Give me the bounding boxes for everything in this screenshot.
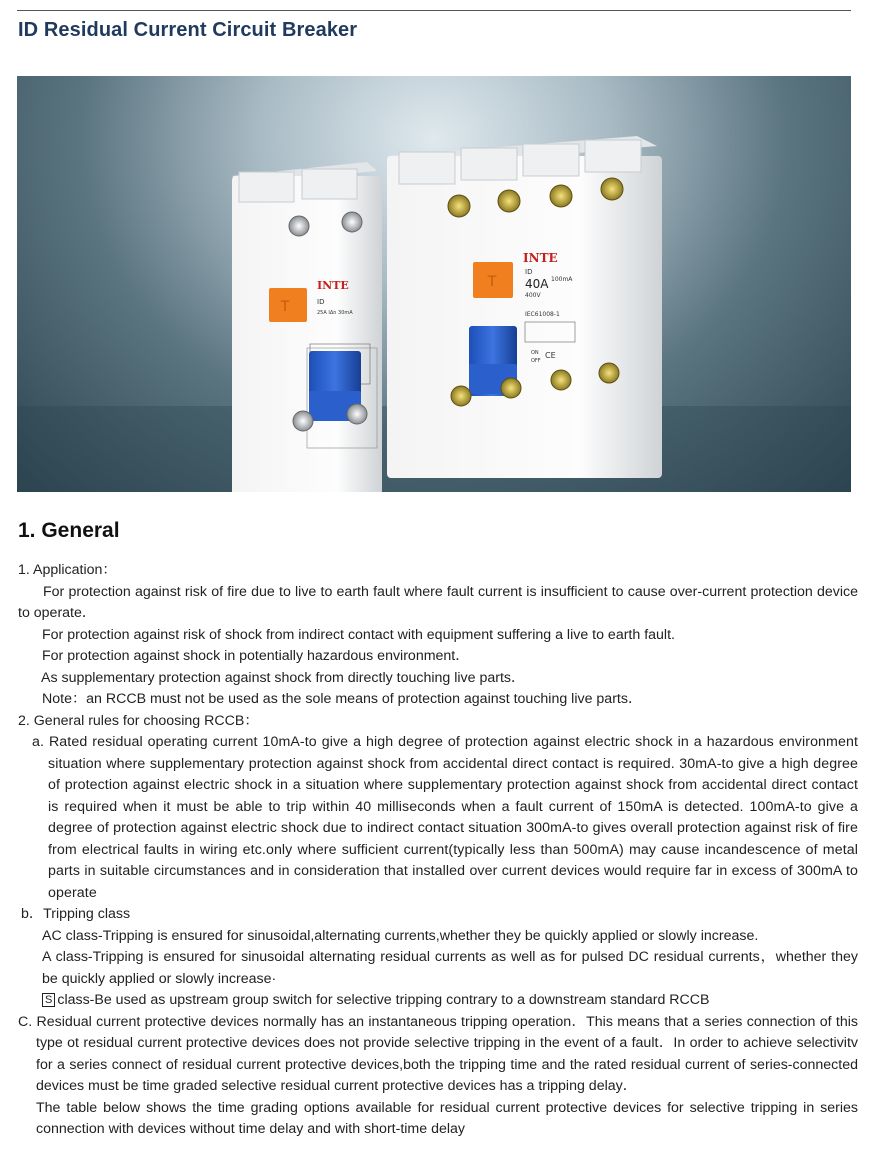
application-heading: 1. Application：	[18, 562, 117, 578]
rule-b-ac-class: AC class-Tripping is ensured for sinusoidal,alternating currents,whether they be quickly applied or slowly increase.	[42, 927, 759, 944]
top-divider	[17, 10, 851, 11]
page-title: ID Residual Current Circuit Breaker	[18, 19, 358, 41]
rule-b-a-class: A class-Tripping is ensured for sinusoidal alternating residual currents as well as for pulsed DC residual currents，whether they be quickly applied or slowly increase·	[42, 949, 858, 987]
right-brand-logo: INTE	[523, 251, 558, 265]
right-current-rating: 40A	[525, 277, 549, 291]
right-off-label: OFF	[531, 358, 541, 364]
rule-b-s-class: S class-Be used as upstream group switch for selective tripping contrary to a downstream standard RCCB	[18, 990, 858, 1012]
section-heading: 1. General	[18, 519, 120, 542]
right-model-label: ID	[525, 268, 533, 276]
rule-b-heading: b．Tripping class	[21, 906, 131, 922]
right-on-label: ON	[531, 350, 539, 356]
ce-mark: CE	[545, 351, 556, 360]
rccb-2-pole	[232, 162, 382, 492]
svg-text:T: T	[487, 274, 497, 290]
rccb-4-pole	[387, 136, 662, 478]
rule-c-table-note: The table below shows the time grading options available for residual current protective devices for selective tripping in series connection with devices without time delay and with short-time delay	[36, 1099, 858, 1137]
right-standard-label: IEC61008-1	[525, 311, 560, 318]
product-photo	[17, 76, 851, 492]
right-voltage: 400V	[525, 292, 541, 299]
rule-c: C. Residual current protective devices normally has an instantaneous tripping operation．This means that a series connection of this type ot residual current protective devices does not provide selective tripping in the event of a fault．In order to achieve selectivitv for a series connect of residual current protective devices,both the tripping time and the rated residual current of series-connected devices must be time graded selective residual current protective devices has a tripping delay．	[18, 1013, 858, 1094]
left-rating-label: 25A IΔn 30mA	[317, 310, 353, 316]
rules-heading: 2. General rules for choosing RCCB：	[18, 712, 259, 729]
left-brand-logo: INTE	[317, 279, 349, 292]
s-class-symbol: S	[42, 993, 55, 1007]
rule-a: a. Rated residual operating current 10mA-to give a high degree of protection against electric shock in a hazardous environment situation where supplementary protection against shock from accidental direct contact is required. 30mA-to give a high degree of protection against electric shock in a situation where supplementary protection against shock from accidental direct contact is required when it must be able to trip within 40 milliseconds when a fault current of 150mA is detected. 100mA-to give a degree of protection against electric shock due to indirect contact situation 300mA-to gives overall protection against risk of fire from electrical faults in wiring etc.only where sufficient current(typically less than 500mA) may cause incandescence of metal parts in suitable circumstances and in consideration that installed over current devices would require far in excess of 300mA to operate	[32, 734, 858, 901]
right-sensitivity: 100mA	[551, 276, 573, 283]
application-item: As supplementary protection against shock from directly touching live parts．	[41, 669, 526, 686]
left-model-label: ID	[317, 298, 325, 306]
application-note: Note：an RCCB must not be used as the sole means of protection against touching live parts．	[42, 691, 643, 707]
svg-text:T: T	[280, 299, 290, 315]
application-item: For protection against risk of fire due to live to earth fault where fault current is insufficient to cause over-current protection device to operate．	[18, 583, 858, 621]
breaker-illustration	[17, 76, 851, 492]
general-section-body	[18, 560, 858, 1141]
application-item: For protection against shock in potentially hazardous environment．	[42, 648, 470, 664]
application-item: For protection against risk of shock from indirect contact with equipment suffering a live to earth fault.	[42, 626, 675, 643]
